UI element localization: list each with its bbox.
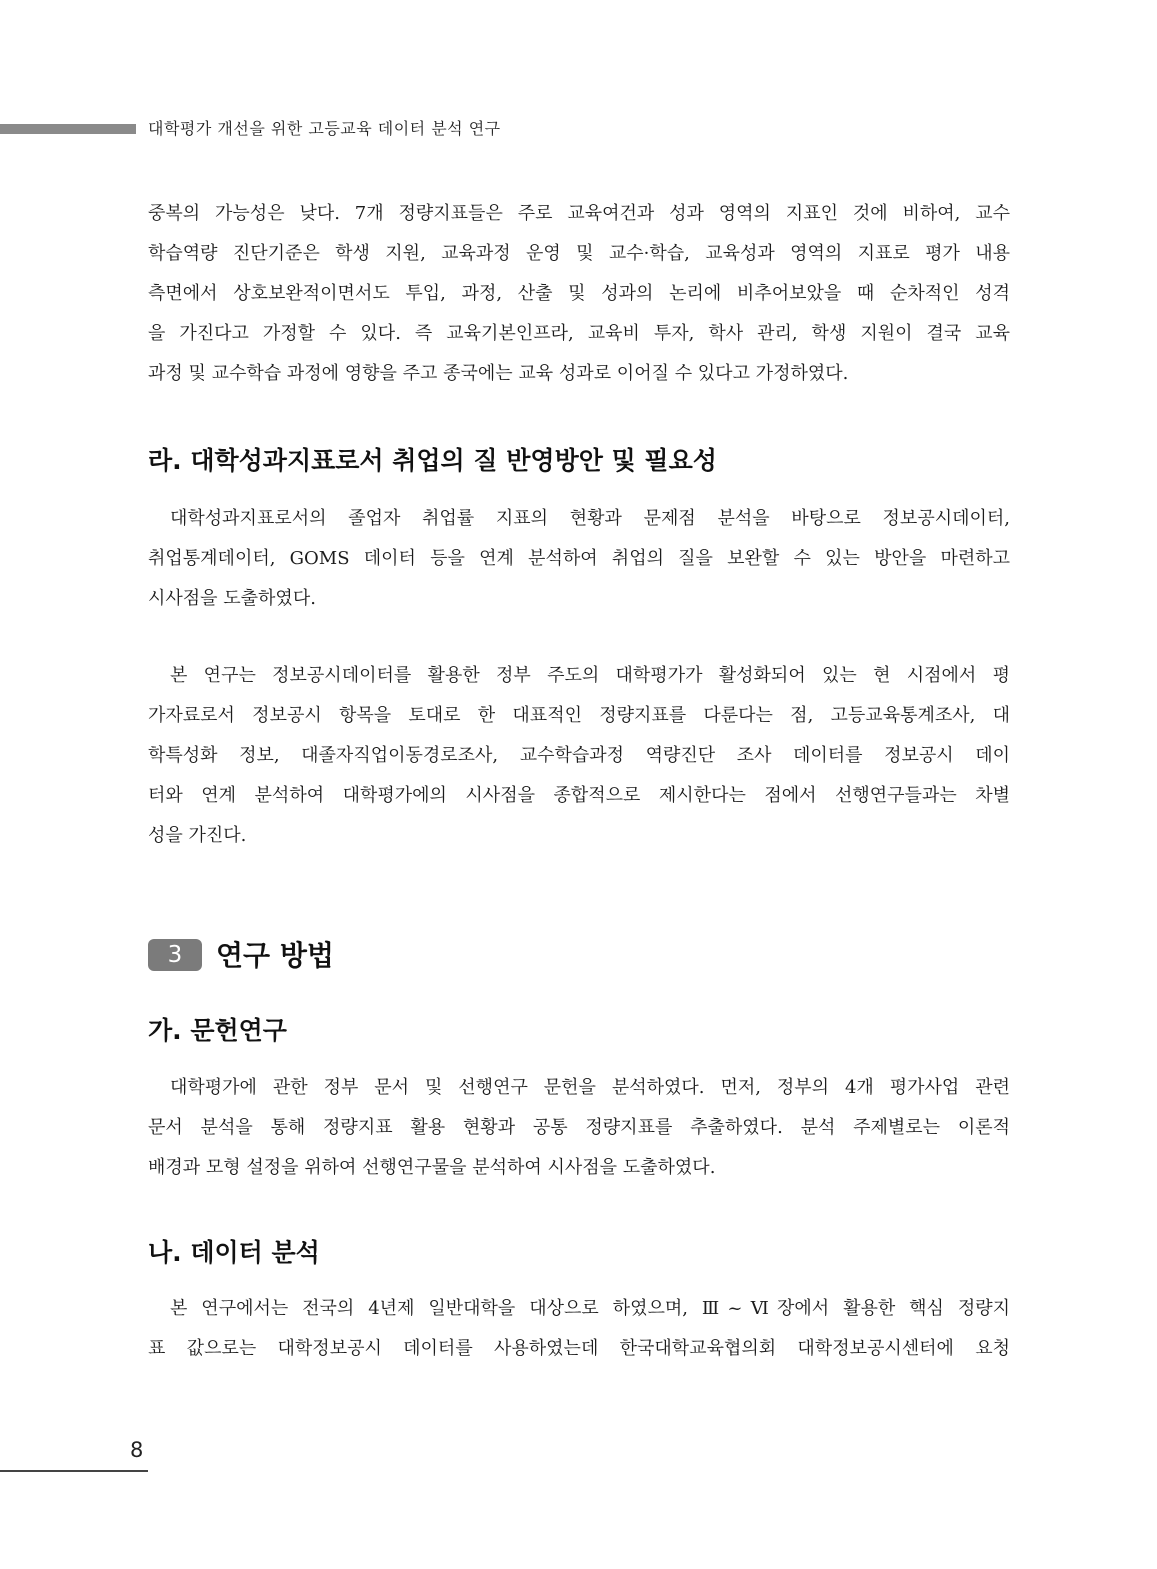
- paragraph-line: 학습역량 진단기준은 학생 지원, 교육과정 운영 및 교수·학습, 교육성과 영역의 지표로 평가 내용: [148, 243, 1010, 264]
- paragraph-line: 본 연구에서는 전국의 4년제 일반대학을 대상으로 하였으며, Ⅲ~Ⅵ장에서 활용한 핵심 정량지: [170, 1298, 1010, 1319]
- paragraph-line: 문서 분석을 통해 정량지표 활용 현황과 공통 정량지표를 추출하였다. 분석 주제별로는 이론적: [148, 1117, 1010, 1138]
- paragraph-line: 중복의 가능성은 낮다. 7개 정량지표들은 주로 교육여건과 성과 영역의 지표인 것에 비하여, 교수: [148, 203, 1010, 224]
- paragraph-line: 측면에서 상호보완적이면서도 투입, 과정, 산출 및 성과의 논리에 비추어보았을 때 순차적인 성격: [148, 283, 1010, 304]
- paragraph-line: 시사점을 도출하였다.: [148, 588, 316, 609]
- paragraph-line: 취업통계데이터, GOMS 데이터 등을 연계 분석하여 취업의 질을 보완할 수 있는 방안을 마련하고: [148, 548, 1010, 569]
- paragraph-line: 을 가진다고 가정할 수 있다. 즉 교육기본인프라, 교육비 투자, 학사 관리, 학생 지원이 결국 교육: [148, 323, 1010, 344]
- section-ga-heading: 가. 문헌연구: [148, 1016, 287, 1045]
- paragraph-line: 가자료로서 정보공시 항목을 토대로 한 대표적인 정량지표를 다룬다는 점, 고등교육통계조사, 대: [148, 705, 1010, 726]
- paragraph-line: 터와 연계 분석하여 대학평가에의 시사점을 종합적으로 제시한다는 점에서 선행연구들과는 차별: [148, 785, 1010, 806]
- running-title: 대학평가 개선을 위한 고등교육 데이터 분석 연구: [148, 119, 501, 138]
- contribution-paragraph: [148, 656, 1010, 856]
- paragraph-line: 표 값으로는 대학정보공시 데이터를 사용하였는데 한국대학교육협의회 대학정보공시센터에 요청: [148, 1338, 1010, 1359]
- section-na-paragraph: [148, 1289, 1010, 1369]
- page-number: 8: [130, 1438, 144, 1462]
- section-number-badge: 3: [148, 939, 202, 971]
- footer-rule: [0, 1470, 148, 1472]
- paragraph-line: 배경과 모형 설정을 위하여 선행연구물을 분석하여 시사점을 도출하였다.: [148, 1157, 716, 1178]
- section-ga-paragraph: [148, 1068, 1010, 1188]
- paragraph-line: 성을 가진다.: [148, 825, 247, 846]
- header-bar: [0, 124, 136, 134]
- section-na-heading: 나. 데이터 분석: [148, 1238, 320, 1267]
- paragraph-line: 대학평가에 관한 정부 문서 및 선행연구 문헌을 분석하였다. 먼저, 정부의 4개 평가사업 관련: [170, 1077, 1010, 1098]
- section-ra-heading: 라. 대학성과지표로서 취업의 질 반영방안 및 필요성: [148, 446, 717, 475]
- section-ra-paragraph: [148, 499, 1010, 619]
- paragraph-line: 학특성화 정보, 대졸자직업이동경로조사, 교수학습과정 역량진단 조사 데이터를 정보공시 데이: [148, 745, 1010, 766]
- paragraph-line: 본 연구는 정보공시데이터를 활용한 정부 주도의 대학평가가 활성화되어 있는 현 시점에서 평: [170, 665, 1010, 686]
- section-title: 연구 방법: [216, 939, 334, 972]
- intro-paragraph: [148, 194, 1010, 394]
- paragraph-line: 대학성과지표로서의 졸업자 취업률 지표의 현황과 문제점 분석을 바탕으로 정보공시데이터,: [170, 508, 1010, 529]
- paragraph-line: 과정 및 교수학습 과정에 영향을 주고 종국에는 교육 성과로 이어질 수 있다고 가정하였다.: [148, 363, 849, 384]
